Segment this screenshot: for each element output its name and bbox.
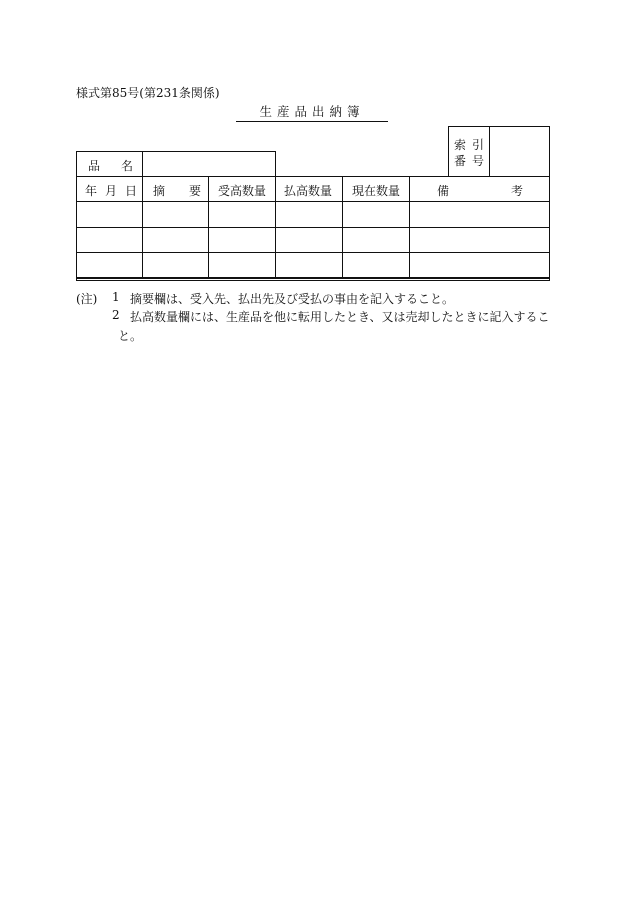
note-1-text: 摘要欄は、受入先、払出先及び受払の事由を記入すること。 — [130, 292, 455, 306]
note-2-text-continued: と。 — [118, 329, 143, 343]
item-name-label: 品名 — [88, 159, 155, 173]
note-1-number: 1 — [112, 290, 120, 304]
column-header-summary: 摘要 — [153, 184, 226, 198]
note-2-number: 2 — [112, 308, 120, 322]
notes-prefix: (注) — [76, 292, 98, 306]
column-header-paid-qty: 払高数量 — [284, 184, 333, 198]
form-id: 様式第85号(第231条関係) — [76, 86, 220, 100]
column-header-current-qty: 現在数量 — [352, 184, 401, 198]
index-label-line1: 索引 — [454, 138, 491, 152]
index-label-line2: 番号 — [454, 154, 491, 168]
column-header-date: 年月日 — [85, 184, 146, 198]
column-header-received-qty: 受高数量 — [218, 184, 267, 198]
document-title: 生産品出納簿 — [236, 102, 388, 122]
note-2-text: 払高数量欄には、生産品を他に転用したとき、又は売却したときに記入するこ — [130, 310, 550, 324]
column-header-remarks: 備考 — [437, 184, 586, 198]
